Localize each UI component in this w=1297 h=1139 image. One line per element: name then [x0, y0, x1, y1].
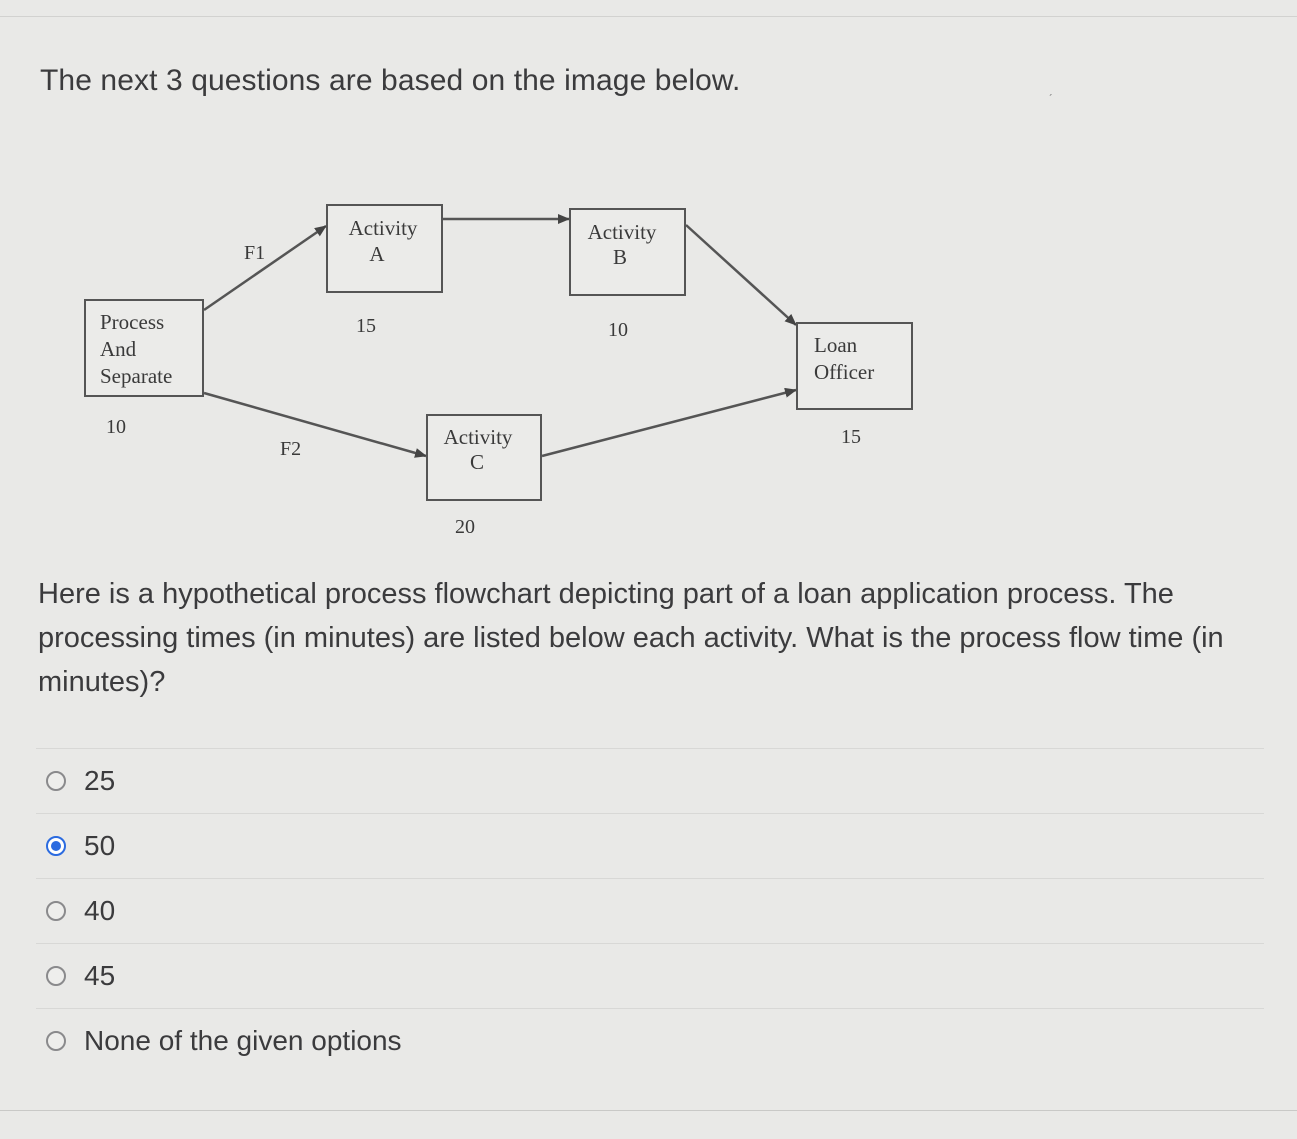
activity-c-time: 20: [455, 516, 475, 538]
option-label: 25: [84, 765, 116, 796]
process-flowchart: [0, 0, 1297, 560]
option-label: None of the given options: [84, 1025, 402, 1056]
loan-officer-label-2: Officer: [814, 360, 875, 384]
activity-b-label-2: B: [612, 245, 628, 269]
process-label-1: Process: [100, 310, 165, 334]
option-label: 40: [84, 895, 116, 926]
activity-b-time: 10: [608, 319, 628, 341]
process-time: 10: [106, 416, 126, 438]
arrow-b-to-loan: [686, 225, 796, 325]
option-45[interactable]: [36, 944, 1264, 1008]
radio-button[interactable]: [46, 966, 66, 986]
radio-button-selected[interactable]: [46, 836, 66, 856]
process-label-3: Separate: [100, 364, 173, 388]
question-text: Here is a hypothetical process flowchart depicting part of a loan application process. The processing times (in minutes) are listed below each activity. What is the process flow time (in minutes)?: [38, 578, 1224, 698]
option-none[interactable]: [36, 1009, 1264, 1073]
option-label: 50: [84, 830, 116, 861]
activity-a-time: 15: [356, 315, 376, 337]
loan-officer-label-1: Loan: [814, 333, 858, 357]
arrow-f1: [204, 226, 326, 310]
loan-officer-time: 15: [841, 426, 861, 448]
option-40[interactable]: [36, 879, 1264, 943]
flow-f1-label: F1: [244, 242, 266, 264]
option-25[interactable]: [36, 749, 1264, 813]
arrow-f2: [204, 393, 426, 456]
option-label: 45: [84, 960, 116, 991]
radio-button[interactable]: [46, 771, 66, 791]
bottom-divider: [0, 1110, 1297, 1111]
option-50[interactable]: [36, 814, 1264, 878]
activity-a-label-1: Activity: [348, 216, 418, 240]
intro-text: The next 3 questions are based on the image below.: [40, 64, 741, 97]
activity-c-label-1: Activity: [443, 425, 513, 449]
activity-a-label-2: A: [369, 242, 385, 266]
radio-button[interactable]: [46, 901, 66, 921]
process-label-2: And: [100, 337, 137, 361]
arrow-c-to-loan: [542, 390, 796, 456]
stray-mark: ˏ: [1048, 80, 1053, 96]
flow-f2-label: F2: [280, 438, 302, 460]
activity-b-label-1: Activity: [587, 220, 657, 244]
answer-options: [36, 748, 1264, 1073]
radio-button[interactable]: [46, 1031, 66, 1051]
activity-c-label-2: C: [469, 450, 485, 474]
